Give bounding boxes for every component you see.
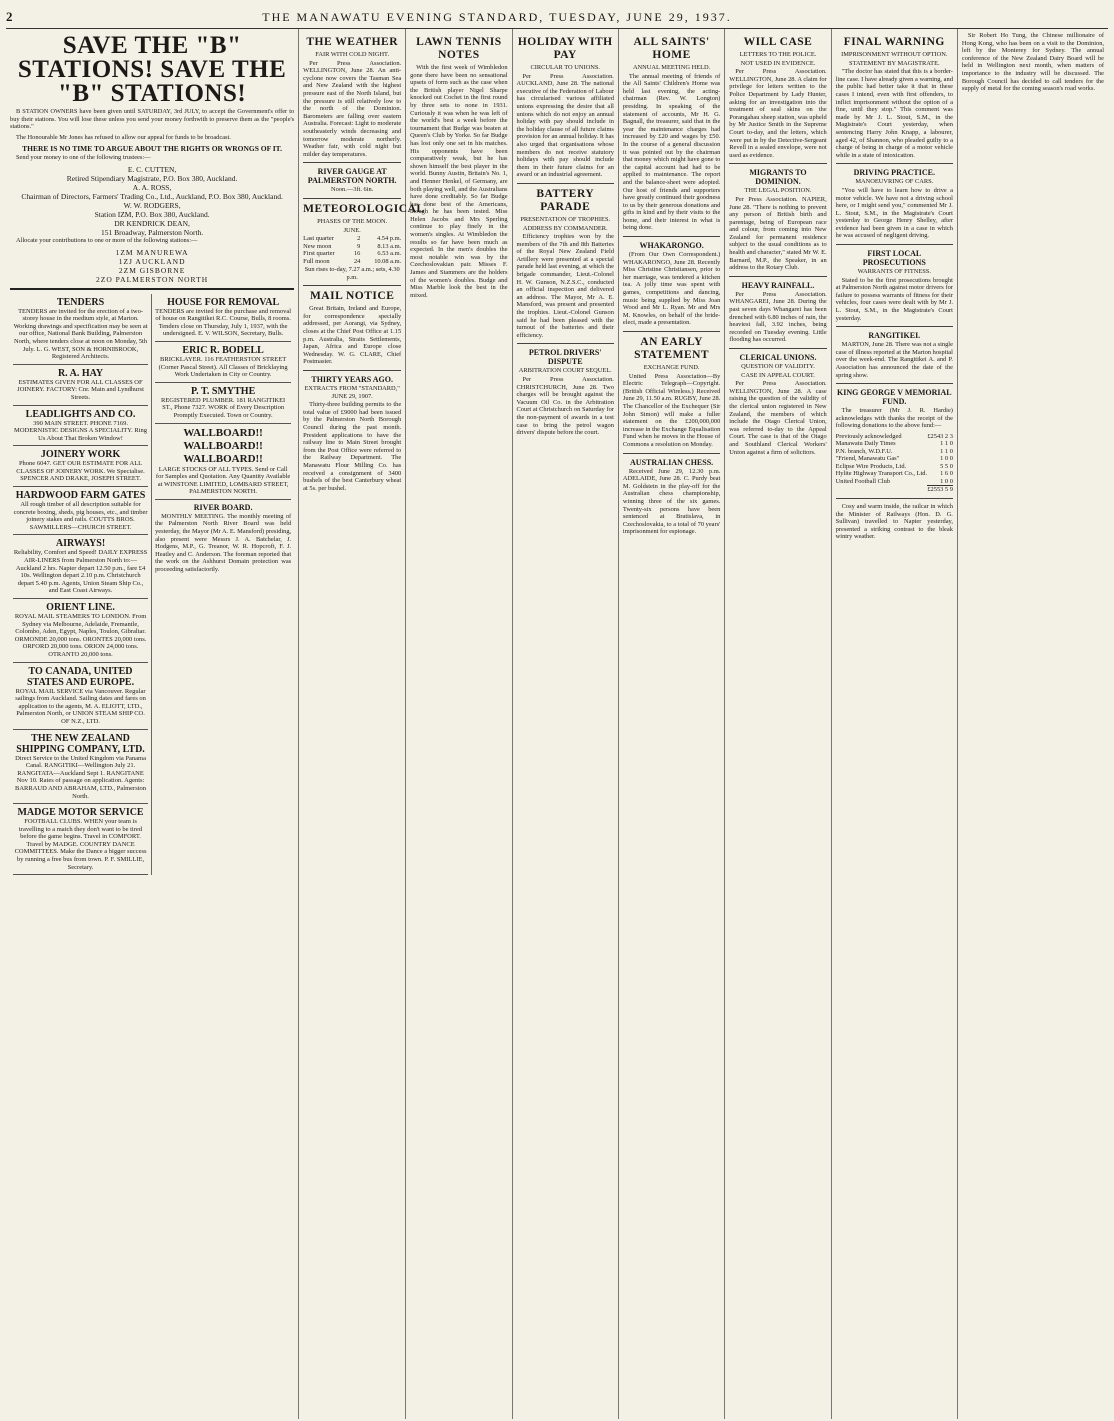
station-3: 2ZM GISBORNE xyxy=(118,265,186,275)
petrol-title: PETROL DRIVERS' DISPUTE xyxy=(528,348,602,367)
donation-row: "Friend, Manawatu Gas" 1 0 0 xyxy=(835,455,953,463)
ad-airways: AIRWAYS! Reliability, Comfort and Speed! DAILY EXPRESS AIR-LINERS from Palmerston North to:—Auckland 2 hrs. Napier depart 12.50 p.m., fare £4 10s. Wellington depart 2.10 p.m. Christchurch depart 5.40 p.m. Agents, Union Steam Ship Co., and East Coast Airways. xyxy=(13,535,148,599)
donation-row: Eclipse Wire Products, Ltd. 5 5 0 xyxy=(835,462,953,470)
save-no-time: THERE IS NO TIME TO ARGUE ABOUT THE RIGHTS OR WRONGS OF IT. xyxy=(22,144,283,154)
station-4: 2ZO PALMERSTON NORTH xyxy=(96,274,209,284)
donation-total-row: £2553 5 9 xyxy=(927,486,953,494)
will-case-text: Per Press Association. WELLINGTON, June 28. A claim for privilege for letters written to the Police Department by Lady Hunter, asking for an investigation into the treatment of seal skins on the Porangahau sheep station, was upheld by Mr Justice Smith in the Supreme Court to-day, and the letters, which were put in by the Detective-Sergeant Revell in a sealed envelope, were not used as evidence. xyxy=(729,68,827,159)
battery-text: Efficiency trophies won by the members of the 7th and 8th Batteries of the Royal New Zealand Field Artillery were presented at a special parade held last evening, at which the brigade commander, Lieut.-Colonel H. W. Gunson, N.Z.S.C., conducted an official inspection and delivered an address. The Mayor, Mr A. E. Mansford, was present and presented the trophies. Lieut.-Colonel Gunson said he had been pleased with the turnout of the batteries and their efficiency. xyxy=(516,233,614,339)
tennis-title: LAWN TENNIS NOTES xyxy=(416,36,502,61)
clerical-sub2: CASE IN APPEAL COURT. xyxy=(741,371,815,379)
clerical-title: CLERICAL UNIONS. xyxy=(739,353,817,362)
trustee-4-name: DR KENDRICK DEAN, xyxy=(114,218,190,228)
moon-phase-row: First quarter 16 6.53 a.m. xyxy=(303,250,402,258)
trustee-3-name: W. W. RODGERS, xyxy=(123,200,181,210)
headline-save-b-stations: SAVE THE "B" STATIONS! SAVE THE "B" STATIONS! xyxy=(17,32,287,107)
trustee-3-detail: Station IZM, P.O. Box 380, Auckland. xyxy=(94,209,210,219)
clerical-text: Per Press Association. WELLINGTON, June 28. A case raising the question of the validity of the clerical union registered in New Zealand, the members of which include the Otago Clerical Union, was referred to-day to the Appeal Court. The case is that of the Otago and Southland Clerical Workers' Union against a firm of solicitors. xyxy=(729,380,827,456)
tennis-text: With the first week of Wimbledon gone there have been no sensational upsets of form such as the case when the British player Nigel Sharpe knocked out Cochet in the first round by three sets to none in 1931. Curiously it was when he was left of the world's best a week before the tournament that Budge was beaten at Queen's Club by Yorke. So far Budge has lost only one set in his matches. His opponents have been comparatively weak, but he has shown himself the best player in the world. Bunny Austin, Britain's No. 1, and Henner Henkel, of Germany, are both playing well, and the Australians have done creditably. So far Budge has done best of the Americans, though he has been tested. Miss Helen Jacobs and Mrs Sperling continue to play finely in the women's singles. At Wimbledon the results so far have been much as expected. In the men's doubles the most notable win was by the Czechoslovakian pair. Misses F. James and Stammers are the holders of the women's doubles. Budge and Miss Marble look the best in the mixed. xyxy=(410,64,508,299)
driving-title: DRIVING PRACTICE. xyxy=(853,168,935,178)
ad-canada: TO CANADA, UNITED STATES AND EUROPE. ROYAL MAIL SERVICE via Vancouver. Regular sailings from Auckland. Sailing dates and fares on application to the agents, M. A. ELIOTT, LTD., Palmerston North, or UNION STEAM SHIP CO. OF N.Z., LTD. xyxy=(13,663,148,730)
ads-left-column xyxy=(10,294,152,876)
all-saints-title: ALL SAINTS' HOME xyxy=(633,36,710,61)
ad-madge-motor: MADGE MOTOR SERVICE FOOTBALL CLUBS. WHEN your team is travelling to a match they don't want to be tired before the game begins. Travel in COMFORT. Travel by MADGE. COUNTRY DANCE COMMITTEES. Make the Dance a bigger success by running a free bus from town. P. F. SMILLIE, Secretary. xyxy=(13,804,148,875)
rangitikei-text: MARTON, June 28. There was not a single case of illness reported at the Marton hospital over the week-end. The Rangitikei A. and P. Association has announced the date of the spring show. xyxy=(835,341,953,379)
prosecutions-text: Stated to be the first prosecutions brought at Palmerston North against motor drivers for failure to possess warrants of fitness for their vehicles, four cases were dealt with by Mr J. L. Stout, S.M., in the Magistrate's Court yesterday. xyxy=(835,276,953,322)
column-all-saints xyxy=(619,29,725,1419)
final-warning-text: "The doctor has stated that this is a border-line case. I have already given a warning, and the public had better take it that in these cases I intend, even with first offenders, to inflict imprisonment without the option of a fine, until they stop." This comment was made by Mr J. L. Stout, S.M., in the Magistrate's Court yesterday, when sentencing Harry John Knapp, a labourer, aged 42, of Shannon, who pleaded guilty to a charge of being in charge of a motor vehicle while in a state of intoxication. xyxy=(835,68,953,159)
river-gauge-reading: Noon.—3ft. 6in. xyxy=(331,186,374,194)
thirty-years-text: Thirty-three building permits to the total value of £9000 had been issued by the Palmerston North Borough Council during the past month. President applications to have the railway line to Main Street brought from the Post Office were referred to the Railway Department. The Manawatu Flour Milling Co. has received a consignment of 3400 bushels of the best Canterbury wheat at 5s. per bushel. xyxy=(303,401,402,492)
weather-title: THE WEATHER xyxy=(306,36,398,48)
ad-orient-line: ORIENT LINE. ROYAL MAIL STEAMERS TO LONDON. From Sydney via Melbourne, Adelaide, Fremantle, Colombo, Aden, Egypt, Naples, Toulon, Gibraltar. ORMONDE 20,000 tons. ORONTES 20,000 tons. ORFORD 20,000 tons. ORION 24,000 tons. OTRANTO 20,000 tons. xyxy=(13,599,148,663)
ad-joinery: JOINERY WORK Phone 6047. GET OUR ESTIMATE FOR ALL CLASSES OF JOINERY WORK. We Specialise. SPENCER AND DRAKE, JOSEPH STREET. xyxy=(13,446,148,487)
ad-smythe: P. T. SMYTHE REGISTERED PLUMBER. 181 RANGITIKEI ST., Phone 7327. WORK of Every Description Promptly Executed. Town or Country. xyxy=(155,383,291,424)
thirty-years-title: THIRTY YEARS AGO. xyxy=(311,375,393,385)
save-send: Send your money to one of the following trustees:— xyxy=(16,154,151,162)
rainfall-title: HEAVY RAINFALL. xyxy=(741,280,815,290)
column-tennis xyxy=(406,29,512,1419)
railcar-text: Cosy and warm inside, the railcar in which the Minister of Railways (Hon. D. G. Sullivan) travelled to Napier yesterday, presented a striking contrast to the bleak wintry weather. xyxy=(835,502,953,541)
save-refusal: The Honourable Mr Jones has refused to allow our appeal for funds to be broadcast. xyxy=(16,133,231,141)
mail-notice-text: Great Britain, Ireland and Europe, for correspondence specially addressed, per Aorangi, via Sydney, closes at the Chief Post Office at 1.15 p.m. Australia, Straits Settlements, Japan, Africa and Europe close Wednesday. W. G. CLARE, Chief Postmaster. xyxy=(303,305,402,366)
final-warning-title: FINAL WARNING xyxy=(843,36,945,48)
moon-phase-row: New moon 9 8.13 a.m. xyxy=(303,242,402,250)
donation-row: Previously acknowledged £2543 2 3 xyxy=(835,432,953,440)
trustee-list xyxy=(10,165,294,237)
column-will-case xyxy=(725,29,831,1419)
station-list xyxy=(10,248,294,284)
petrol-text: Per Press Association. CHRISTCHURCH, June 28. Two charges will be brought against the Vacuum Oil Co. in the Arbitration Court at Christchurch on Saturday for the non-payment of awards in a test case to bring the petrol wagon drivers' dispute before the court. xyxy=(516,376,614,437)
migrants-title: MIGRANTS TO DOMINION. xyxy=(749,168,807,187)
driving-text: "You will have to learn how to drive a motor vehicle. We have not a driving school here, or I might send you," commented Mr J. L. Stout, S.M., in the Magistrate's Court yesterday to George Henry Shelley, after evidence had been given in a case in which he was accused of negligent driving. xyxy=(835,186,953,240)
early-statement-text: United Press Association—By Electric Telegraph—Copyright. (British Official Wireless.) Received June 29, 11.50 a.m. RUGBY, June 28. The Chancellor of the Exchequer (Sir John Simon) will make a fuller statement on the £200,000,000 increase in the Exchange Equalisation Fund when he moves in the House of Commons a resolution on Monday. xyxy=(622,372,721,448)
battery-title: BATTERY PARADE xyxy=(536,187,595,213)
moon-phase-row: Last quarter 2 4.54 p.m. xyxy=(303,235,402,243)
ads-grid xyxy=(10,294,294,876)
migrants-text: Per Press Association. NAPIER, June 28. "There is nothing to prevent any person of British birth and parentage, being of European race and colour, from coming into New Zealand for permanent residence subject to the usual conditions as to health and character," stated Mr W. E. Barnard, M.P., the Speaker, in an address to the Rotary Club. xyxy=(729,195,827,272)
holiday-sub: CIRCULAR TO UNIONS. xyxy=(530,64,600,71)
weather-sub: FAIR WITH COLD NIGHT. xyxy=(315,51,390,58)
king-george-text: The treasurer (Mr J. R. Hardie) acknowledges with thanks the receipt of the following donations to the above fund:— xyxy=(835,407,953,430)
column-weather xyxy=(299,29,425,1419)
ad-tenders: TENDERS TENDERS are invited for the erection of a two-storey house in the medium style, at Marton. Working drawings and specification may be seen at our office, National Bank Building, Palmerston North, where tenders close at noon on Monday, 5th July. L. G. WEST, SON & HORNIBROOK, Registered Architects. xyxy=(13,294,148,365)
final-warning-sub2: STATEMENT BY MAGISTRATE. xyxy=(849,59,940,67)
ad-ra-hay: R. A. HAY ESTIMATES GIVEN FOR ALL CLASSES OF JOINERY. FACTORY: Cnr. Main and Lyndhurst Streets. xyxy=(13,365,148,406)
holiday-title: HOLIDAY WITH PAY xyxy=(517,36,613,61)
donation-row: Hylite Highway Transport Co., Ltd. 1 6 0 xyxy=(835,470,953,478)
early-statement-sub: EXCHANGE FUND. xyxy=(643,364,700,371)
all-saints-sub: ANNUAL MEETING HELD. xyxy=(632,64,711,71)
trustee-4-detail: 151 Broadway, Palmerston North. xyxy=(100,227,204,237)
chess-title: AUSTRALIAN CHESS. xyxy=(630,457,714,467)
will-case-title: WILL CASE xyxy=(743,36,813,48)
masthead xyxy=(6,6,1108,29)
holiday-text: Per Press Association. AUCKLAND, June 28. The national executive of the Federation of Labour has circularised various affiliated unions expressing the desire that all unions which do not enjoy an annual holiday with pay should include in the holiday clause of all future claims provision for an annual holiday. It has also urged that organisations whose members do not receive statutory holidays with pay should include them in their future claims for an award or an industrial agreement. xyxy=(516,72,614,179)
weather-text: Per Press Association. WELLINGTON, June 28. An anti-cyclone now covers the Tasman Sea and New Zealand with the highest pressure east of the North Island, but the pressure is still relatively low to the north of the Dominion. Barometers are falling over eastern Australia. Forecast: Light to moderate southeasterly winds decreasing and tomorrow moderate northerly. Weather fair, with cold night but milder day temperatures. xyxy=(303,59,402,158)
battery-sub: PRESENTATION OF TROPHIES. xyxy=(520,215,611,223)
ad-wallboard: WALLBOARD!! WALLBOARD!! WALLBOARD!! LARGE STOCKS OF ALL TYPES. Send or Call for Samples and Quotation. Any Quantity Available at WINSTONE LIMITED, LOMBARD STREET, PALMERSTON NORTH. xyxy=(155,424,291,500)
all-saints-text: The annual meeting of friends of the All Saints' Children's Home was held last evening, the acting-chairman (Rev. W. Longton) presiding. In speaking of the statement of accounts, Mr H. G. Bagnall, the treasurer, said that in the year the maintenance charges had increased by £20 and wages by £50. In the course of a general discussion it was pointed out by the chairman that money which might have gone to the capital account had had to be applied to maintenance. The report and the balance-sheet were adopted. Our host of friends and supporters have greatly continued their goodness to us by their generous donations and gifts in kind and by their visits to the home, and their interest in what is being done. xyxy=(622,72,721,232)
moon-phases-month: JUNE. xyxy=(343,226,361,234)
river-gauge-title: RIVER GAUGE AT PALMERSTON NORTH. xyxy=(307,167,397,186)
donation-row: P.N. branch, W.D.F.U. 1 1 0 xyxy=(835,447,953,455)
trustee-1-name: E. C. CUTTEN, xyxy=(127,164,177,174)
prosecutions-sub: WARRANTS OF FITNESS. xyxy=(857,268,931,276)
ad-leadlights: LEADLIGHTS AND CO. 390 MAIN STREET. PHONE 7169. MODERNISTIC DESIGNS A SPECIALITY. Ring Us About That Broken Window! xyxy=(13,406,148,447)
moon-phases-table xyxy=(303,235,401,265)
meteorological-title: METEOROLOGICAL xyxy=(303,202,425,215)
final-warning-sub: IMPRISONMENT WITHOUT OPTION. xyxy=(841,51,948,58)
misc-text: Sir Robert Ho Tung, the Chinese millionaire of Hong Kong, who has been on a visit to the Dominion, left by the Monterey for Sydney. The annual conference of the New Zealand Dairy Board will be held in Wellington next month, when matters of importance to the industry will be discussed. The Borough Council has decided to call tenders for the supply of metal for the coming season's road works. xyxy=(961,32,1105,93)
will-case-sub: LETTERS TO THE POLICE. xyxy=(739,51,817,58)
ads-right-column xyxy=(152,294,294,876)
will-case-sub2: NOT USED IN EVIDENCE. xyxy=(740,59,816,67)
trustee-1-detail: Retired Stipendiary Magistrate, P.O. Box 380, Auckland. xyxy=(66,173,238,183)
column-holiday xyxy=(513,29,619,1419)
trustee-2-detail: Chairman of Directors, Farmers' Trading Co., Ltd., Auckland, P.O. Box 380, Auckland. xyxy=(21,191,283,201)
mail-notice-title: MAIL NOTICE xyxy=(309,290,395,303)
article-river-board: RIVER BOARD. MONTHLY MEETING. The monthly meeting of the Palmerston North River Board was held yesterday, the Mayor (Mr A. E. Mansford) presiding, also present were Messrs J. A. Batchelar, J. Hodgens, M.P., G. Treanor, W. R. Hopcroft, F. J. Heatley and C. Anderson. The foreman reported that the work on the Ashhurst Domain protection was proceeding satisfactorily. xyxy=(155,502,292,574)
battery-sub2: ADDRESS BY COMMANDER. xyxy=(522,224,608,232)
column-misc xyxy=(958,29,1108,1419)
ad-farm-gates: HARDWOOD FARM GATES All rough timber of all description suitable for concrete boxing, sheds, pig houses, etc., and timber joinery stakes and rails. COUTTS BROS. SAWMILLERS—CHURCH STREET. xyxy=(13,487,148,535)
donation-row: United Football Club 1 0 0 xyxy=(835,477,953,486)
column-ads xyxy=(6,29,299,1419)
save-allocate: Allocate your contributions to one or more of the following stations:— xyxy=(16,236,198,244)
ad-house-removal: HOUSE FOR REMOVAL TENDERS are invited for the purchase and removal of house on Rangitikei R.C. Course, Bulls, 8 rooms. Tenders close on Thursday, July 1, 1937, with the undersigned. E. V. WILSON, Secretary, Bulls. xyxy=(155,294,291,342)
early-statement-title: AN EARLY STATEMENT xyxy=(634,336,710,361)
whakarongo-title: WHAKARONGO. xyxy=(639,241,704,251)
prosecutions-title: FIRST LOCAL PROSECUTIONS xyxy=(862,249,926,268)
chess-text: Received June 29, 12.30 p.m. ADELAIDE, June 28. C. Purdy beat M. Goldstein in the play-off for the Australian chess championship, winning three of the six games. Twenty-six persons have been sentenced at Bratislava, in Czechoslovakia, to a total of 70 years' imprisonment for espionage. xyxy=(622,467,721,536)
whakarongo-text: (From Our Own Correspondent.) WHAKARONGO, June 28. Recently Miss Christine Christiansen, prior to her marriage, was tendered a kitchen tea. A jolly time was spent with games, competitions and dancing, music being supplied by Miss Joan Wood and Mr L. Ryan. Mr and Mrs M. Knowles, on behalf of the bride-elect, made a presentation. xyxy=(622,251,721,327)
donations-table xyxy=(836,433,953,494)
sun-times: Sun rises to-day, 7.27 a.m.; sets, 4.30 p.m. xyxy=(304,266,400,281)
petrol-sub: ARBITRATION COURT SEQUEL. xyxy=(518,367,612,375)
column-final-warning xyxy=(832,29,958,1419)
page-number: 2 xyxy=(6,9,14,24)
donation-row: Manawatu Daily Times 1 1 0 xyxy=(835,440,953,448)
ad-nz-shipping: THE NEW ZEALAND SHIPPING COMPANY, LTD. Direct Service to the United Kingdom via Panama Canal. RANGITIKI—Wellington July 21. RANGITATA—Auckland Sept 1. RANGITANE Nov 10. Rates of passage on application. Agents: BARRAUD AND ABRAHAM, LTD., Palmerston North. xyxy=(13,730,148,805)
station-1: 1ZM MANUREWA xyxy=(115,247,189,257)
moon-phase-row: Full moon 24 10.08 a.m. xyxy=(303,257,402,265)
king-george-title: KING GEORGE V MEMORIAL FUND. xyxy=(836,388,952,407)
moon-phases-title: PHASES OF THE MOON. xyxy=(317,217,388,225)
driving-sub: MANOEUVRING OF CARS. xyxy=(855,178,934,186)
rangitikei-title: RANGITIKEI. xyxy=(868,331,921,341)
rainfall-text: Per Press Association. WHANGAREI, June 28. During the past seven days Whangarei has been drenched with 6.80 inches of rain, the heaviest fall, 3.92 inches, being recorded on Tuesday evening. Little flooding has occurred. xyxy=(729,290,827,344)
clerical-sub: QUESTION OF VALIDITY. xyxy=(741,363,815,370)
masthead-title: THE MANAWATU EVENING STANDARD, TUESDAY, JUNE 29, 1937. xyxy=(262,9,732,24)
save-intro: B STATION OWNERS have been given until SATURDAY, 3rd JULY, to accept the Government's offer to buy their stations. You will lose these unless you send your money forthwith to preserve them as the "people's stations." xyxy=(10,108,295,131)
trustee-2-name: A. A. ROSS, xyxy=(132,182,172,192)
station-2: 1ZJ AUCKLAND xyxy=(118,256,186,266)
thirty-years-sub: EXTRACTS FROM "STANDARD," JUNE 29, 1907. xyxy=(304,385,400,400)
ad-bodell: ERIC R. BODELL BRICKLAYER. 116 FEATHERSTON STREET (Corner Pascal Street). All Classes of Bricklaying Work Undertaken in City or Country. xyxy=(155,342,291,383)
migrants-sub: THE LEGAL POSITION. xyxy=(744,187,812,195)
